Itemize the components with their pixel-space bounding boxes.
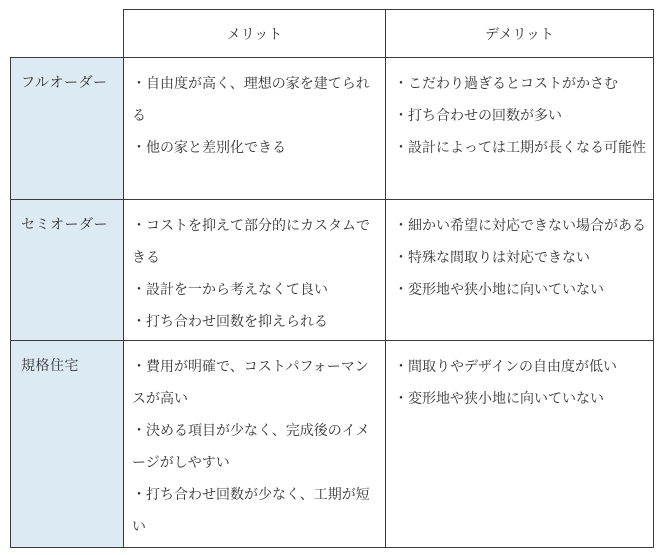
header-merit: メリット [124,10,386,58]
corner-cell [11,10,124,58]
demerit-cell [386,341,654,548]
demerit-cell [386,58,654,200]
list-item: ・打ち合わせの回数が多い [394,108,562,124]
list-item: ・打ち合わせ回数が少なく、工期が短い [132,487,370,535]
list-item: ・こだわり過ぎるとコストがかさむ [394,76,618,92]
list-item: ・変形地や狭小地に向いていない [394,391,604,407]
merit-cell [124,341,386,548]
table-row [11,58,654,200]
comparison-table [10,9,654,548]
list-item: ・決める項目が少なく、完成後のイメージがしやすい [132,423,370,471]
row-label-full-order: フルオーダー [11,58,124,200]
list-item: ・細かい希望に対応できない場合がある [394,218,646,234]
row-label-semi-order: セミオーダー [11,200,124,341]
list-item: ・間取りやデザインの自由度が低い [394,359,618,375]
table-row [11,341,654,548]
header-row [11,10,654,58]
list-item: ・変形地や狭小地に向いていない [394,282,604,298]
list-item: ・他の家と差別化できる [132,140,286,156]
list-item: ・自由度が高く、理想の家を建てられる [132,76,370,124]
demerit-cell [386,200,654,341]
list-item: ・コストを抑えて部分的にカスタムできる [132,218,370,266]
header-demerit: デメリット [386,10,654,58]
list-item: ・設計を一から考えなくて良い [132,282,328,298]
row-label-standard-house: 規格住宅 [11,341,124,548]
list-item: ・特殊な間取りは対応できない [394,250,590,266]
merit-cell [124,58,386,200]
list-item: ・費用が明確で、コストパフォーマンスが高い [132,359,369,407]
list-item: ・設計によっては工期が長くなる可能性 [394,140,646,156]
merit-cell [124,200,386,341]
table-row [11,200,654,341]
list-item: ・打ち合わせ回数を抑えられる [132,314,328,330]
